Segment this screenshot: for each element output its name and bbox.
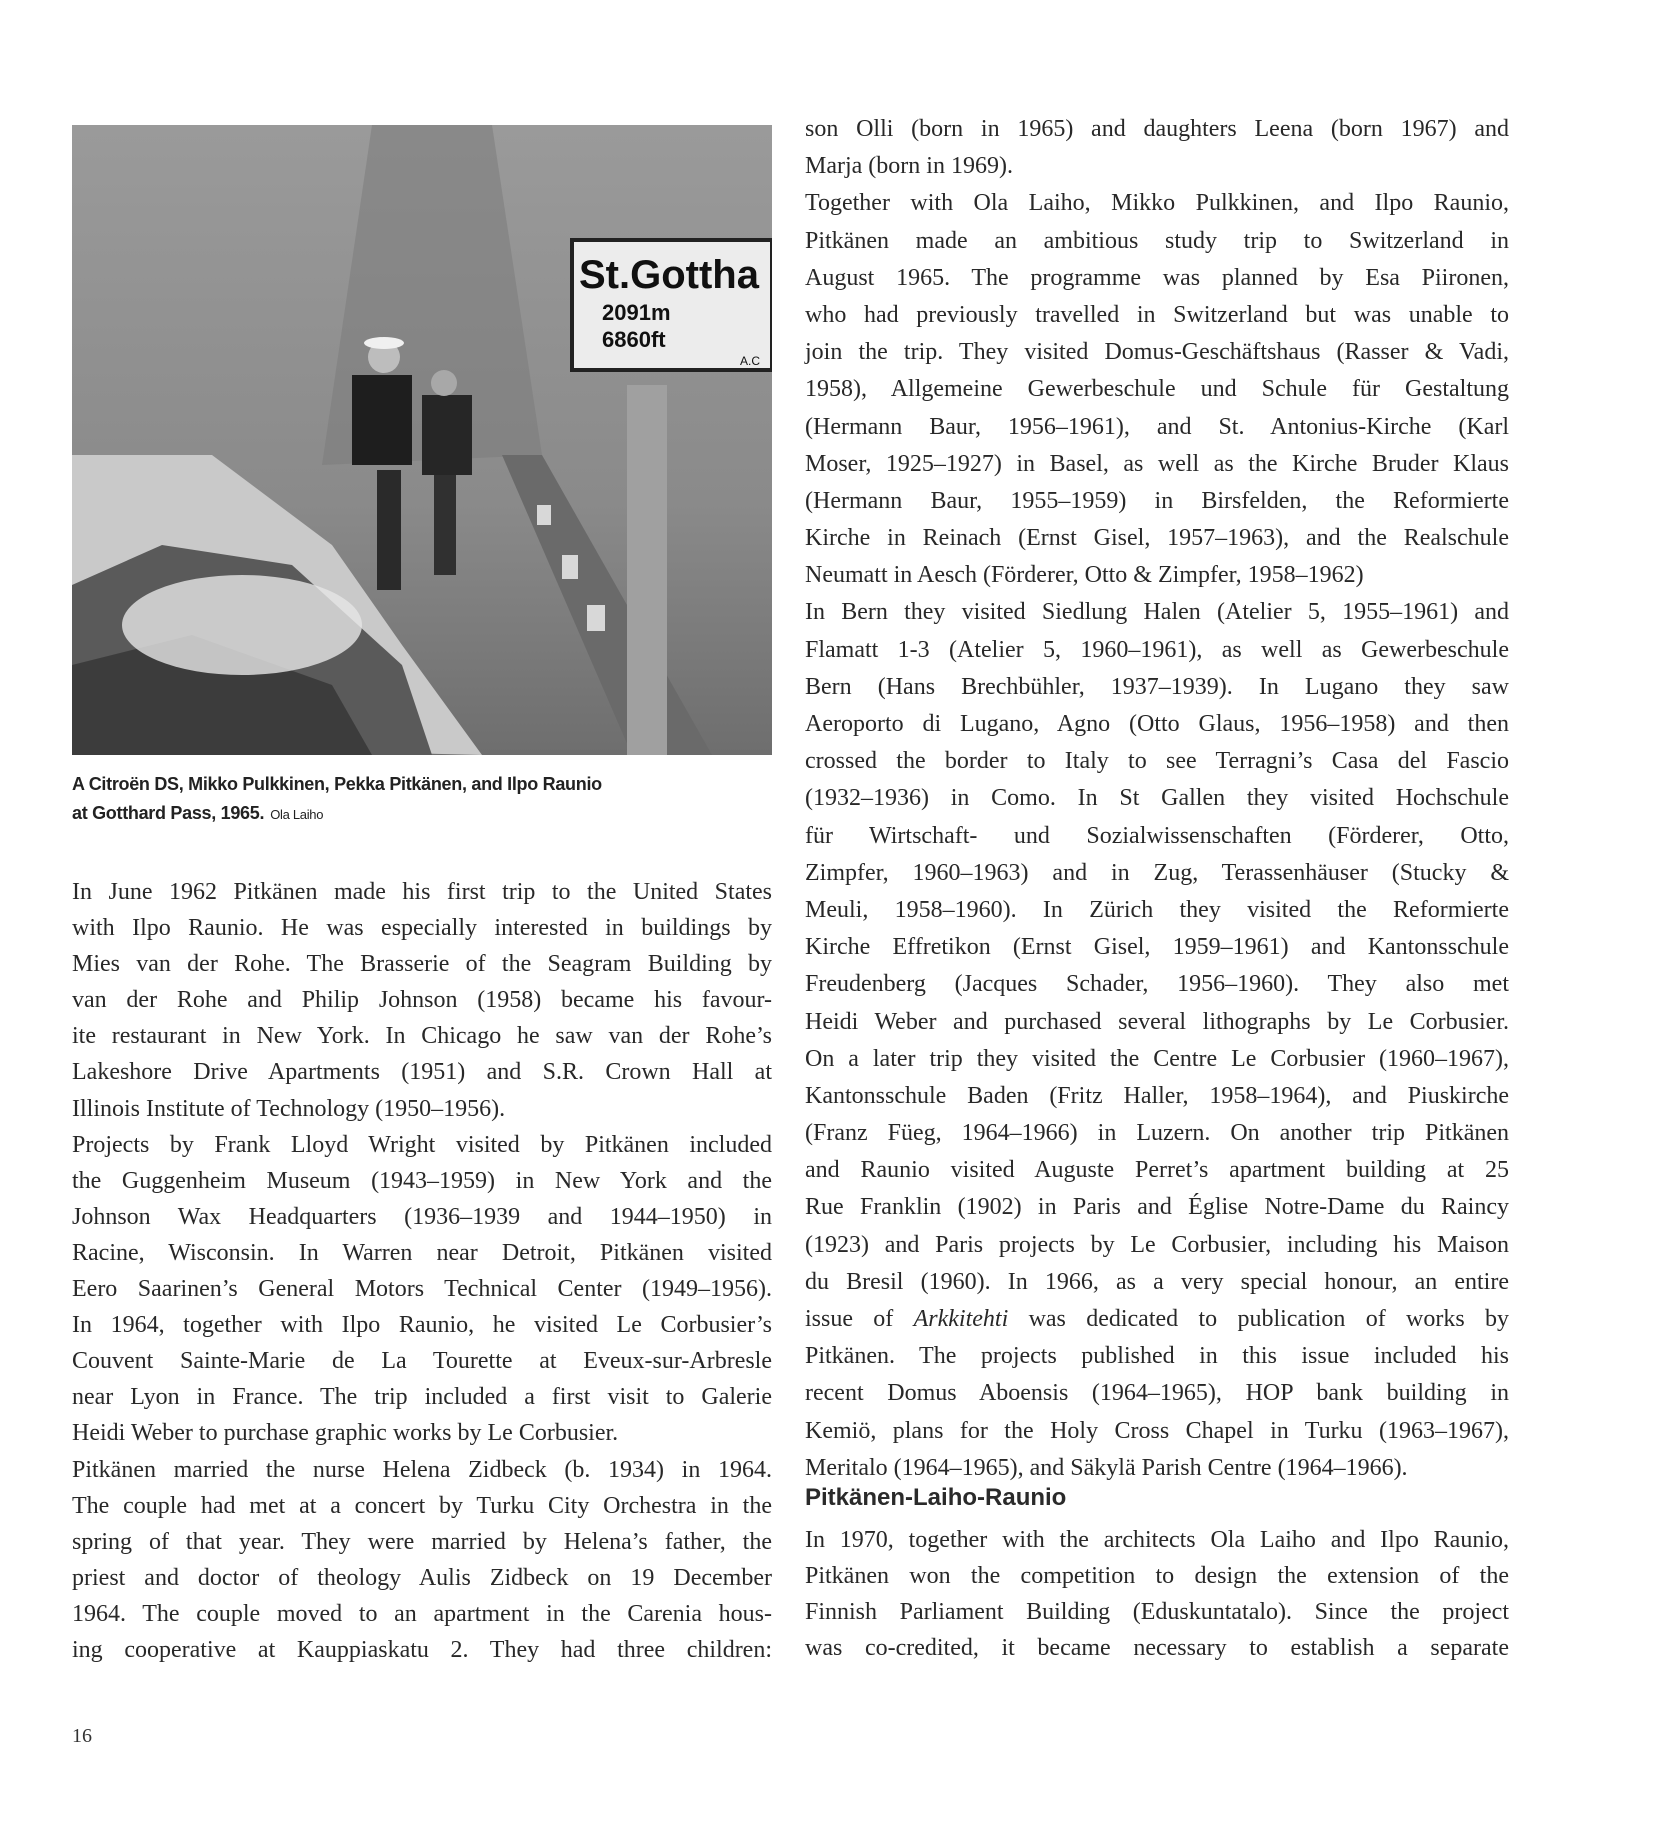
text-line: Johnson Wax Headquarters (1936–1939 and 1944–1950) in — [72, 1203, 772, 1230]
text-line: Pitkänen. The projects published in this issue included his — [805, 1343, 1509, 1370]
text-line: Kantonsschule Baden (Fritz Haller, 1958–1964), and Piuskirche — [805, 1082, 1509, 1109]
text-line: (Hermann Baur, 1956–1961), and St. Antonius-Kirche (Karl — [805, 413, 1509, 440]
text-line: August 1965. The programme was planned by Esa Piironen, — [805, 264, 1509, 291]
text-line: Illinois Institute of Technology (1950–1956). — [72, 1095, 506, 1122]
text-line: The couple had met at a concert by Turku City Orchestra in the — [72, 1492, 772, 1519]
text-fragment: issue of — [805, 1306, 914, 1332]
text-line: Meuli, 1958–1960). In Zürich they visited the Reformierte — [805, 896, 1509, 923]
text-line: priest and doctor of theology Aulis Zidbeck on 19 December — [72, 1564, 772, 1591]
sign-text-feet: 6860ft — [602, 327, 666, 352]
text-line: In 1964, together with Ilpo Raunio, he visited Le Corbusier’s — [72, 1312, 772, 1339]
text-line: Freudenberg (Jacques Schader, 1956–1960). They also met — [805, 971, 1509, 998]
text-line: Mies van der Rohe. The Brasserie of the Seagram Building by — [72, 951, 772, 978]
text-line: ite restaurant in New York. In Chicago he saw van der Rohe’s — [72, 1023, 772, 1050]
text-line: Pitkänen married the nurse Helena Zidbeck (b. 1934) in 1964. — [72, 1456, 772, 1483]
section-heading: Pitkänen-Laiho-Raunio — [805, 1484, 1067, 1511]
text-line: (1923) and Paris projects by Le Corbusier, including his Maison — [805, 1231, 1509, 1258]
text-line: Neumatt in Aesch (Förderer, Otto & Zimpfer, 1958–1962) — [805, 562, 1364, 589]
text-line: was co-credited, it became necessary to establish a separate — [805, 1635, 1509, 1661]
text-line: In June 1962 Pitkänen made his first trip to the United States — [72, 879, 772, 905]
photo-caption — [72, 770, 792, 829]
photo-gotthard-pass — [72, 125, 772, 755]
text-line: Flamatt 1-3 (Atelier 5, 1960–1961), as well as Gewerbeschule — [805, 636, 1509, 663]
text-line: Heidi Weber to purchase graphic works by Le Corbusier. — [72, 1420, 619, 1447]
caption-line-2-text: at Gotthard Pass, 1965. — [72, 803, 265, 823]
text-line: Eero Saarinen’s General Motors Technical Center (1949–1956). — [72, 1276, 772, 1303]
text-line: spring of that year. They were married by Helena’s father, the — [72, 1528, 772, 1555]
text-line: crossed the border to Italy to see Terragni’s Casa del Fascio — [805, 748, 1509, 775]
text-line: with Ilpo Raunio. He was especially interested in buildings by — [72, 915, 772, 942]
text-line: Racine, Wisconsin. In Warren near Detroit, Pitkänen visited — [72, 1239, 772, 1266]
text-line: join the trip. They visited Domus-Geschäftshaus (Rasser & Vadi, — [805, 339, 1509, 366]
left-column-text — [72, 874, 772, 1668]
text-line: Moser, 1925–1927) in Basel, as well as the Kirche Bruder Klaus — [805, 450, 1509, 477]
text-line: On a later trip they visited the Centre Le Corbusier (1960–1967), — [805, 1045, 1509, 1072]
text-line: ing cooperative at Kauppiaskatu 2. They had three children: — [72, 1636, 772, 1663]
text-line: Rue Franklin (1902) in Paris and Église Notre-Dame du Raincy — [805, 1194, 1509, 1221]
right-column-text — [805, 111, 1509, 1487]
caption-line-1: A Citroën DS, Mikko Pulkkinen, Pekka Pitkänen, and Ilpo Raunio — [72, 774, 602, 794]
text-line: Pitkänen made an ambitious study trip to Switzerland in — [805, 227, 1509, 254]
text-line: Kirche in Reinach (Ernst Gisel, 1957–1963), and the Realschule — [805, 525, 1509, 552]
caption-line-2 — [72, 799, 792, 829]
text-fragment: was dedicated to publication of works by — [1008, 1306, 1509, 1332]
text-line: Finnish Parliament Building (Eduskuntatalo). Since the project — [805, 1599, 1509, 1625]
text-line — [805, 1301, 1509, 1338]
text-line: In Bern they visited Siedlung Halen (Atelier 5, 1955–1961) and — [805, 599, 1509, 626]
text-line: near Lyon in France. The trip included a first visit to Galerie — [72, 1384, 772, 1411]
text-line: son Olli (born in 1965) and daughters Leena (born 1967) and — [805, 116, 1509, 142]
text-line: Lakeshore Drive Apartments (1951) and S.R. Crown Hall at — [72, 1059, 772, 1086]
text-line: Meritalo (1964–1965), and Säkylä Parish Centre (1964–1966). — [805, 1454, 1408, 1481]
page-number: 16 — [72, 1725, 92, 1747]
text-line: Aeroporto di Lugano, Agno (Otto Glaus, 1956–1958) and then — [805, 711, 1509, 737]
text-line: and Raunio visited Auguste Perret’s apartment building at 25 — [805, 1157, 1509, 1184]
text-line: (1932–1936) in Como. In St Gallen they visited Hochschule — [805, 785, 1509, 812]
photo-credit: Ola Laiho — [270, 807, 324, 822]
text-line: Heidi Weber and purchased several lithographs by Le Corbusier. — [805, 1008, 1509, 1035]
text-line: Pitkänen won the competition to design the extension of the — [805, 1563, 1509, 1589]
text-line: Marja (born in 1969). — [805, 153, 1013, 180]
section-body-text — [805, 1522, 1509, 1666]
text-line: who had previously travelled in Switzerland but was unable to — [805, 301, 1509, 328]
sign-text-meters: 2091m — [602, 300, 671, 325]
text-line: recent Domus Aboensis (1964–1965), HOP bank building in — [805, 1380, 1509, 1407]
text-line: the Guggenheim Museum (1943–1959) in New York and the — [72, 1167, 772, 1194]
text-line: Bern (Hans Brechbühler, 1937–1939). In Lugano they saw — [805, 673, 1509, 700]
text-line: van der Rohe and Philip Johnson (1958) became his favour- — [72, 987, 772, 1014]
text-line: (Hermann Baur, 1955–1959) in Birsfelden, the Reformierte — [805, 487, 1509, 514]
text-line: 1964. The couple moved to an apartment in the Carenia hous- — [72, 1600, 772, 1627]
text-line: du Bresil (1960). In 1966, as a very special honour, an entire — [805, 1268, 1509, 1295]
text-line: Together with Ola Laiho, Mikko Pulkkinen, and Ilpo Raunio, — [805, 190, 1509, 217]
text-line: Couvent Sainte-Marie de La Tourette at Eveux-sur-Arbresle — [72, 1348, 772, 1375]
text-line: In 1970, together with the architects Ola Laiho and Ilpo Raunio, — [805, 1527, 1509, 1553]
text-line: 1958), Allgemeine Gewerbeschule und Schule für Gestaltung — [805, 376, 1509, 403]
text-line: Zimpfer, 1960–1963) and in Zug, Terassenhäuser (Stucky & — [805, 859, 1509, 886]
text-line: Projects by Frank Lloyd Wright visited by Pitkänen included — [72, 1131, 772, 1158]
text-line: Kirche Effretikon (Ernst Gisel, 1959–1961) and Kantonsschule — [805, 934, 1509, 961]
sign-text-ac: A.C — [740, 354, 761, 368]
sign-text-name: St.Gottha — [579, 253, 759, 297]
text-line: für Wirtschaft- und Sozialwissenschaften (Förderer, Otto, — [805, 822, 1509, 849]
text-line: (Franz Füeg, 1964–1966) in Luzern. On another trip Pitkänen — [805, 1120, 1509, 1147]
text-line: Kemiö, plans for the Holy Cross Chapel in Turku (1963–1967), — [805, 1417, 1509, 1444]
publication-title: Arkkitehti — [913, 1306, 1009, 1332]
